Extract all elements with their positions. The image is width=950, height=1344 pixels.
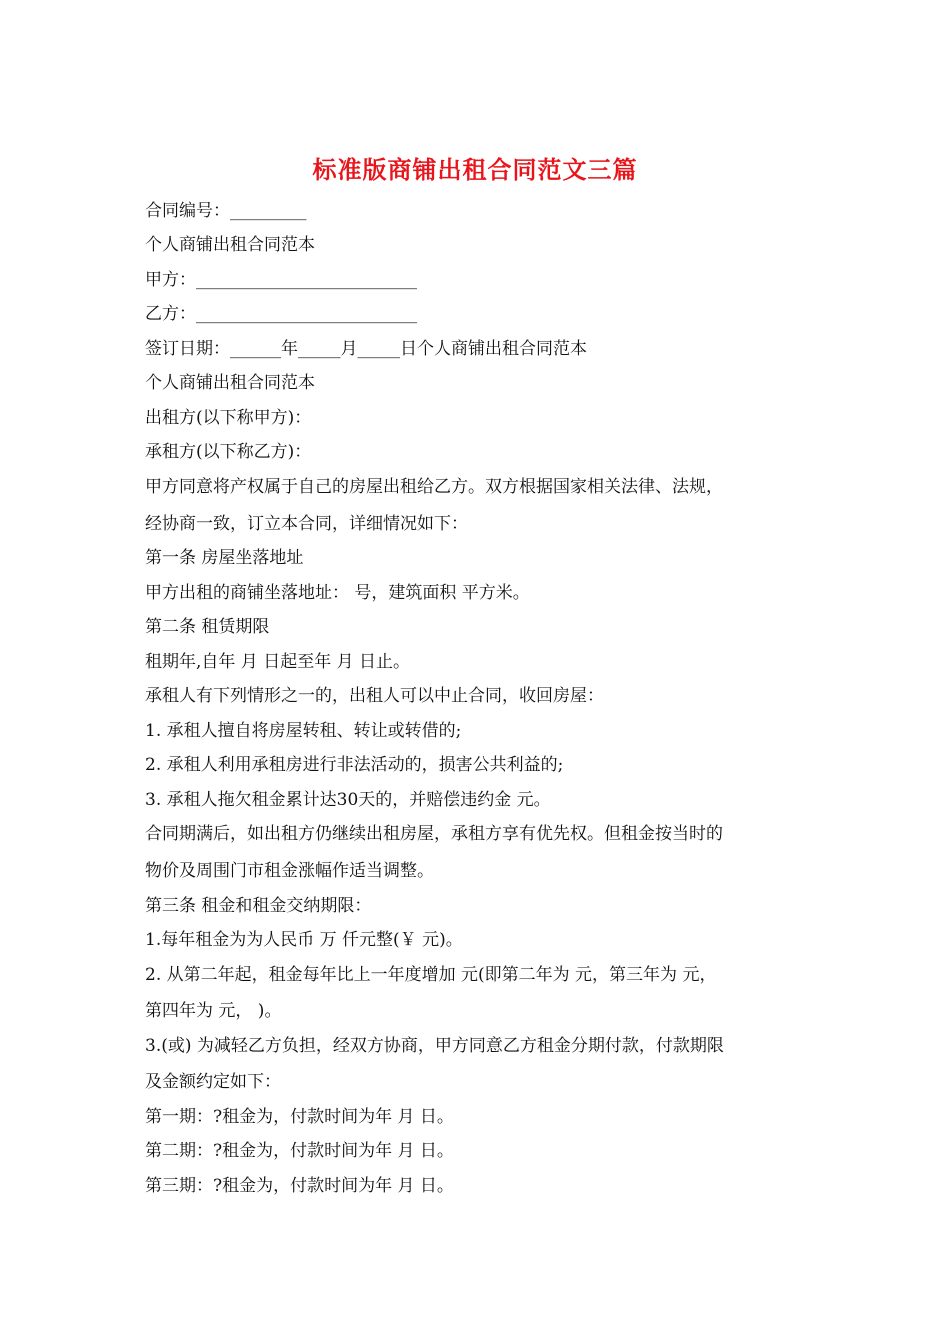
- list-item: 1.每年租金为为人民币 万 仟元整(￥ 元)。: [145, 930, 463, 950]
- section-heading: 第三条 租金和租金交纳期限：: [145, 896, 372, 916]
- body-line: 租期年,自年 月 日起至年 月 日止。: [145, 652, 411, 672]
- body-line: 承租方(以下称乙方)：: [145, 442, 312, 462]
- list-item: 3.(或) 为减轻乙方负担，经双方协商，甲方同意乙方租金分期付款，付款期限: [145, 1036, 724, 1056]
- contract-number-line: 合同编号：_________: [145, 201, 307, 221]
- list-item: 2. 承租人利用承租房进行非法活动的，损害公共利益的;: [145, 755, 564, 775]
- list-item: 2. 从第二年起，租金每年比上一年度增加 元(即第二年为 元，第三年为 元，: [145, 965, 717, 985]
- body-line: 第四年为 元， )。: [145, 1001, 282, 1021]
- body-line: 出租方(以下称甲方)：: [145, 408, 312, 428]
- party-a-line: 甲方：__________________________: [145, 270, 417, 290]
- section-heading: 第一条 房屋坐落地址: [145, 548, 304, 568]
- body-line: 甲方同意将产权属于自己的房屋出租给乙方。双方根据国家相关法律、法规，: [145, 477, 723, 497]
- installment-line: 第一期：?租金为，付款时间为年 月 日。: [145, 1107, 454, 1127]
- party-b-line: 乙方：__________________________: [145, 304, 417, 324]
- installment-line: 第二期：?租金为，付款时间为年 月 日。: [145, 1141, 454, 1161]
- signing-date-line: 签订日期：______年_____月_____日个人商铺出租合同范本: [145, 339, 587, 359]
- list-item: 3. 承租人拖欠租金累计达30天的，并赔偿违约金 元。: [145, 790, 551, 810]
- section-heading: 第二条 租赁期限: [145, 617, 270, 637]
- body-line: 物价及周围门市租金涨幅作适当调整。: [145, 861, 434, 881]
- body-line: 及金额约定如下：: [145, 1072, 281, 1092]
- installment-line: 第三期：?租金为，付款时间为年 月 日。: [145, 1176, 454, 1196]
- body-line: 甲方出租的商铺坐落地址： 号，建筑面积 平方米。: [145, 583, 530, 603]
- document-title: 标准版商铺出租合同范文三篇: [312, 155, 638, 184]
- body-line: 经协商一致，订立本合同，详细情况如下：: [145, 514, 468, 534]
- body-line: 承租人有下列情形之一的，出租人可以中止合同，收回房屋：: [145, 686, 604, 706]
- body-line: 合同期满后，如出租方仍继续出租房屋，承租方享有优先权。但租金按当时的: [145, 824, 723, 844]
- body-line: 个人商铺出租合同范本: [145, 235, 315, 255]
- body-line: 个人商铺出租合同范本: [145, 373, 315, 393]
- list-item: 1. 承租人擅自将房屋转租、转让或转借的;: [145, 721, 462, 741]
